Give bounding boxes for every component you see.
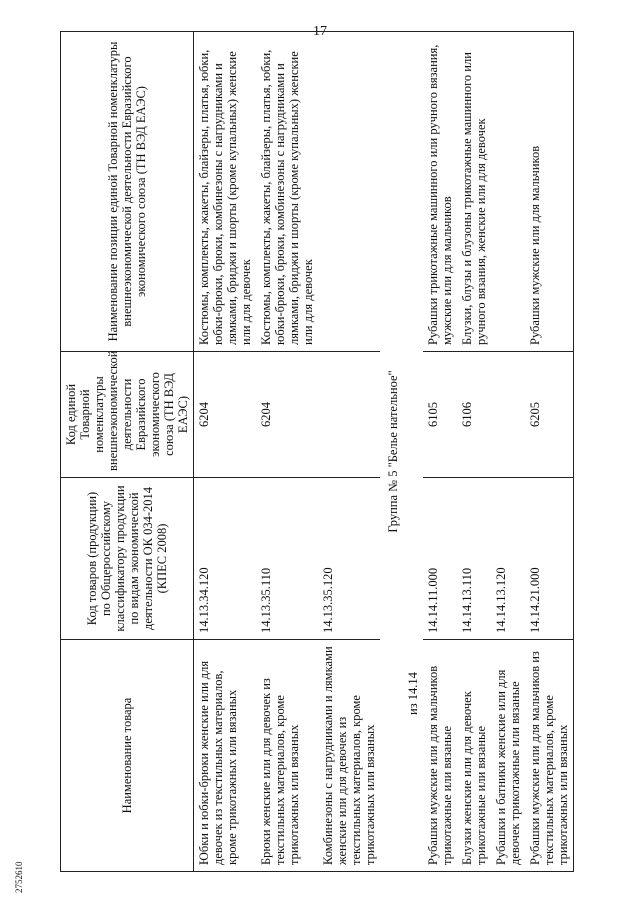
table-row	[457, 32, 491, 872]
cell-tnved-name	[318, 32, 380, 352]
table-row	[256, 32, 318, 872]
cell-tnved-code: 6204	[194, 352, 257, 478]
cell-product-name: Рубашки мужские или для мальчиков трикотажные или вязаные	[423, 640, 457, 872]
cell-okpd-code: 14.14.11.000	[423, 478, 457, 640]
table-row	[194, 32, 257, 872]
cell-tnved-code	[318, 352, 380, 478]
table-row	[423, 32, 457, 872]
table-row	[525, 32, 574, 872]
cell-tnved-code: 6106	[457, 352, 491, 478]
header-tnved-name: Наименование позиции единой Товарной номенклатуры внешнеэкономической деятельности Евразийского экономического союза (ТН ВЭД ЕАЭС)	[61, 32, 194, 352]
rotated-table-container	[60, 32, 600, 872]
group-heading-cell	[380, 32, 423, 872]
header-product-name: Наименование товара	[61, 640, 194, 872]
cell-product-name: Брюки женские или для девочек из текстильных материалов, кроме трикотажных или вязаных	[256, 640, 318, 872]
cell-okpd-code: 14.13.35.120	[318, 478, 380, 640]
cell-tnved-name: Рубашки трикотажные машинного или ручного вязания, мужские или для мальчиков	[423, 32, 457, 352]
table-row	[318, 32, 380, 872]
cell-okpd-code: 14.14.13.120	[491, 478, 525, 640]
cell-okpd-code: 14.13.34.120	[194, 478, 257, 640]
cell-tnved-name: Блузки, блузы и блузоны трикотажные машинного или ручного вязания, женские или для девочек	[457, 32, 491, 352]
cell-okpd-code: 14.14.21.000	[525, 478, 574, 640]
cell-product-name: Рубашки мужские или для мальчиков из текстильных материалов, кроме трикотажных или вязаных	[525, 640, 574, 872]
cell-okpd-code: 14.14.13.110	[457, 478, 491, 640]
header-okpd-code: Код товаров (продукции) по Общероссийскому классификатору продукции по видам экономической деятельности ОК 034-2014 (КПЕС 2008)	[61, 478, 194, 640]
cell-product-name: Рубашки и батники женские или для девочек трикотажные или вязаные	[491, 640, 525, 872]
group-subtitle: из 14.14	[406, 672, 420, 715]
cell-tnved-name: Костюмы, комплекты, жакеты, блайзеры, платья, юбки, юбки-брюки, брюки, комбинезоны с нагрудниками и лямками, бриджи и шорты (кроме купальных) женские или для девочек	[194, 32, 257, 352]
header-tnved-code: Код единой Товарной номенклатуры внешнеэкономической деятельности Евразийского экономического союза (ТН ВЭД ЕАЭС)	[61, 352, 194, 478]
cell-product-name: Блузки женские или для девочек трикотажные или вязаные	[457, 640, 491, 872]
group-heading-row	[380, 32, 423, 872]
document-footer-code: 2752610	[14, 861, 24, 893]
cell-product-name: Комбинезоны с нагрудниками и лямками женские или для девочек из текстильных материалов, кроме трикотажных или вязаных	[318, 640, 380, 872]
cell-tnved-code: 6105	[423, 352, 457, 478]
table-header-row	[61, 32, 194, 872]
page-number: 17	[313, 24, 327, 39]
cell-tnved-code	[491, 352, 525, 478]
group-title: Группа № 5 "Белье нательное"	[386, 370, 400, 533]
cell-tnved-name: Костюмы, комплекты, жакеты, блайзеры, платья, юбки, юбки-брюки, брюки, комбинезоны с нагрудниками и лямками, бриджи и шорты (кроме купальных) женские или для девочек	[256, 32, 318, 352]
cell-tnved-name	[491, 32, 525, 352]
cell-okpd-code: 14.13.35.110	[256, 478, 318, 640]
cell-product-name: Юбки и юбки-брюки женские или для девочек из текстильных материалов, кроме трикотажных или вязаных	[194, 640, 257, 872]
table-row	[491, 32, 525, 872]
goods-table	[60, 31, 574, 872]
cell-tnved-code: 6205	[525, 352, 574, 478]
cell-tnved-code: 6204	[256, 352, 318, 478]
cell-tnved-name: Рубашки мужские или для мальчиков	[525, 32, 574, 352]
